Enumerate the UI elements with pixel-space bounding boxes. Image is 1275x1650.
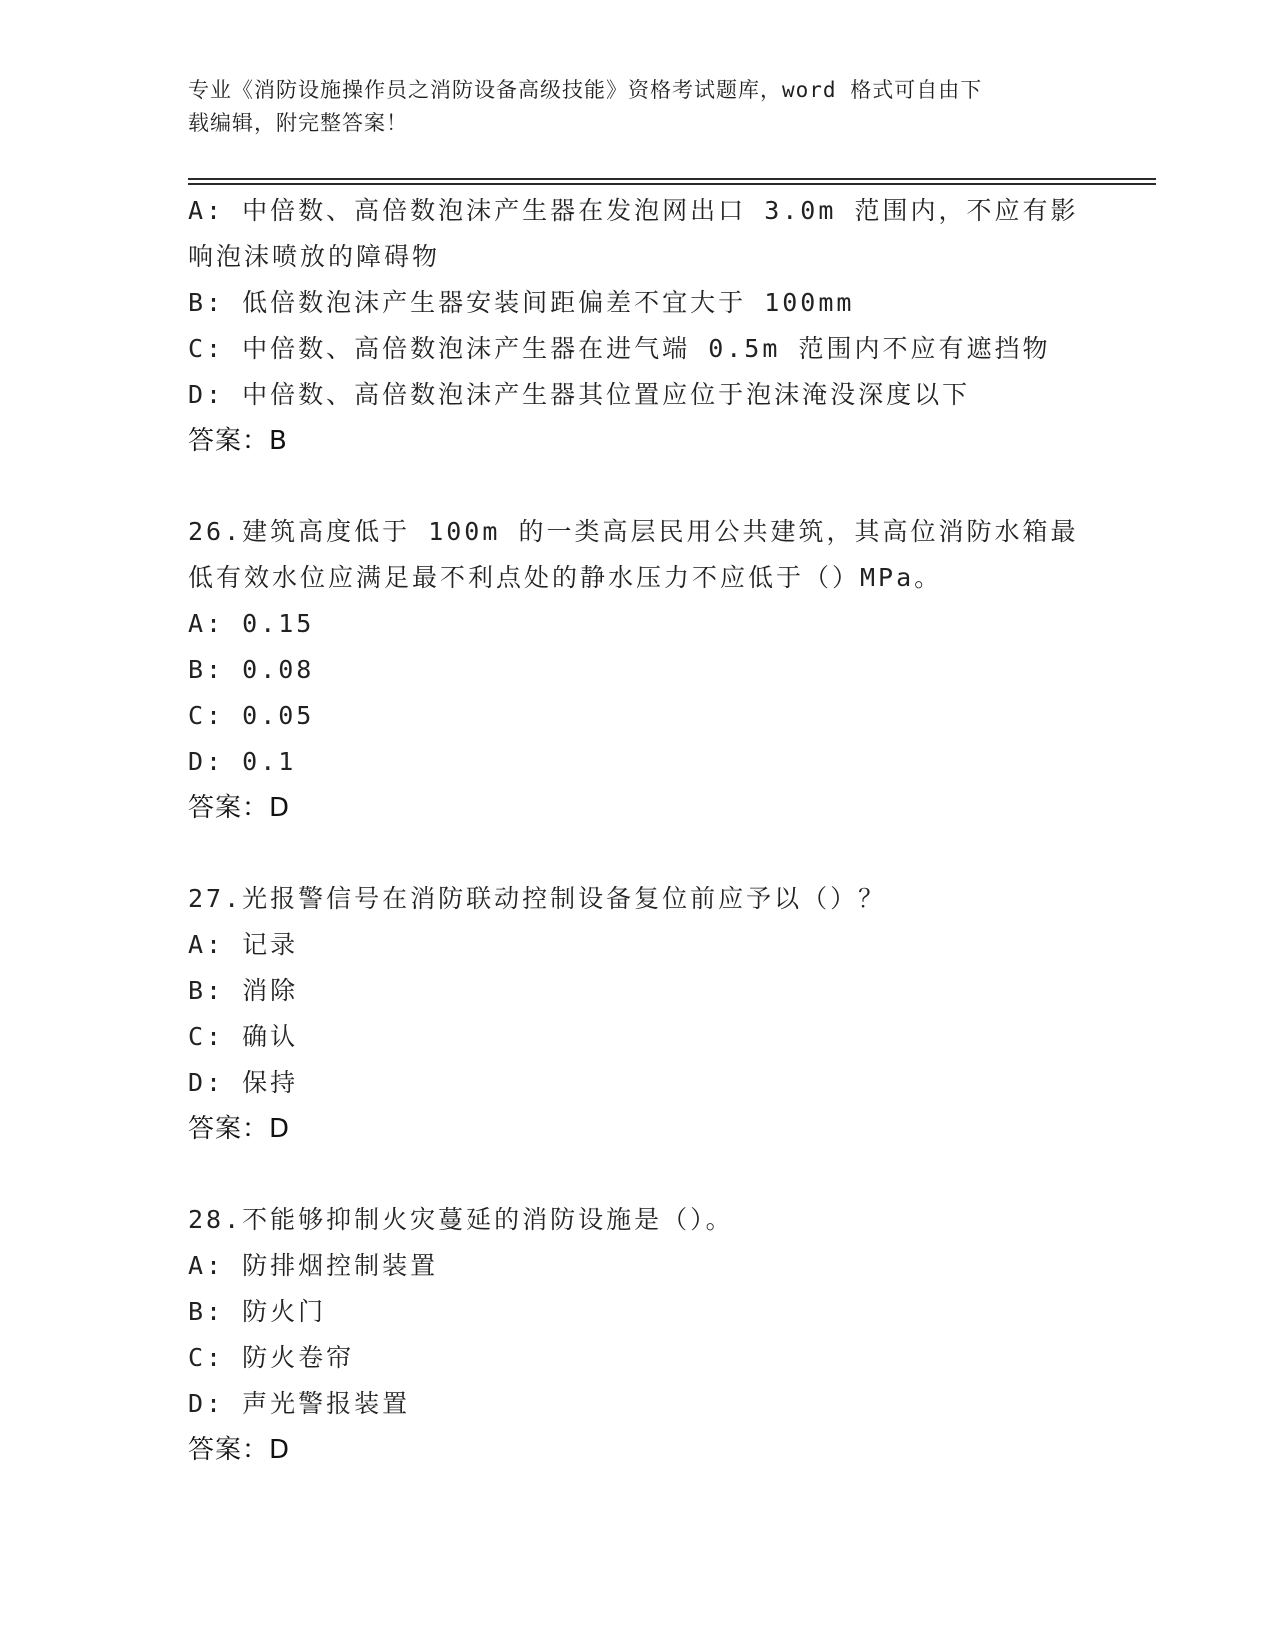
option-a: A: 0.15 [188,609,315,638]
option-d: D: 0.1 [188,747,297,776]
option-a: A: 防排烟控制装置 [188,1251,439,1280]
answer: 答案：D [188,1114,291,1144]
answer: 答案：B [188,426,288,456]
spacer [188,1152,1088,1197]
question-25 [188,188,1088,464]
option-a: A: 记录 [188,930,299,959]
answer: 答案：D [188,1435,291,1465]
header-divider-bottom [188,183,1156,185]
header-divider-top [188,178,1156,180]
header-line-2: 载编辑，附完整答案！ [188,111,408,135]
option-c: C: 0.05 [188,701,315,730]
option-b: B: 防火门 [188,1297,327,1326]
spacer [188,831,1088,876]
option-a-line-1: A: 中倍数、高倍数泡沫产生器在发泡网出口 3.0m 范围内，不应有影 [188,196,1079,225]
question-stem: 27.光报警信号在消防联动控制设备复位前应予以（）？ [188,884,887,913]
spacer [188,464,1088,509]
answer: 答案：D [188,793,291,823]
question-stem-line-2: 低有效水位应满足最不利点处的静水压力不应低于（）MPa。 [188,563,943,592]
option-d: D: 声光警报装置 [188,1389,411,1418]
option-c: C: 防火卷帘 [188,1343,355,1372]
question-stem-line-1: 26.建筑高度低于 100m 的一类高层民用公共建筑，其高位消防水箱最 [188,517,1079,546]
option-c: C: 中倍数、高倍数泡沫产生器在进气端 0.5m 范围内不应有遮挡物 [188,334,1051,363]
option-b: B: 低倍数泡沫产生器安装间距偏差不宜大于 100mm [188,288,855,317]
question-28 [188,1197,1088,1473]
question-26 [188,509,1088,831]
option-b: B: 消除 [188,976,299,1005]
question-stem: 28.不能够抑制火灾蔓延的消防设施是（）。 [188,1205,734,1234]
option-d: D: 中倍数、高倍数泡沫产生器其位置应位于泡沫淹没深度以下 [188,380,971,409]
document-header [188,74,1078,140]
question-list [188,188,1088,1473]
question-27 [188,876,1088,1152]
header-line-1: 专业《消防设施操作员之消防设备高级技能》资格考试题库，word 格式可自由下 [188,78,983,102]
option-b: B: 0.08 [188,655,315,684]
option-a-line-2: 响泡沫喷放的障碍物 [188,242,441,271]
option-c: C: 确认 [188,1022,299,1051]
option-d: D: 保持 [188,1068,299,1097]
